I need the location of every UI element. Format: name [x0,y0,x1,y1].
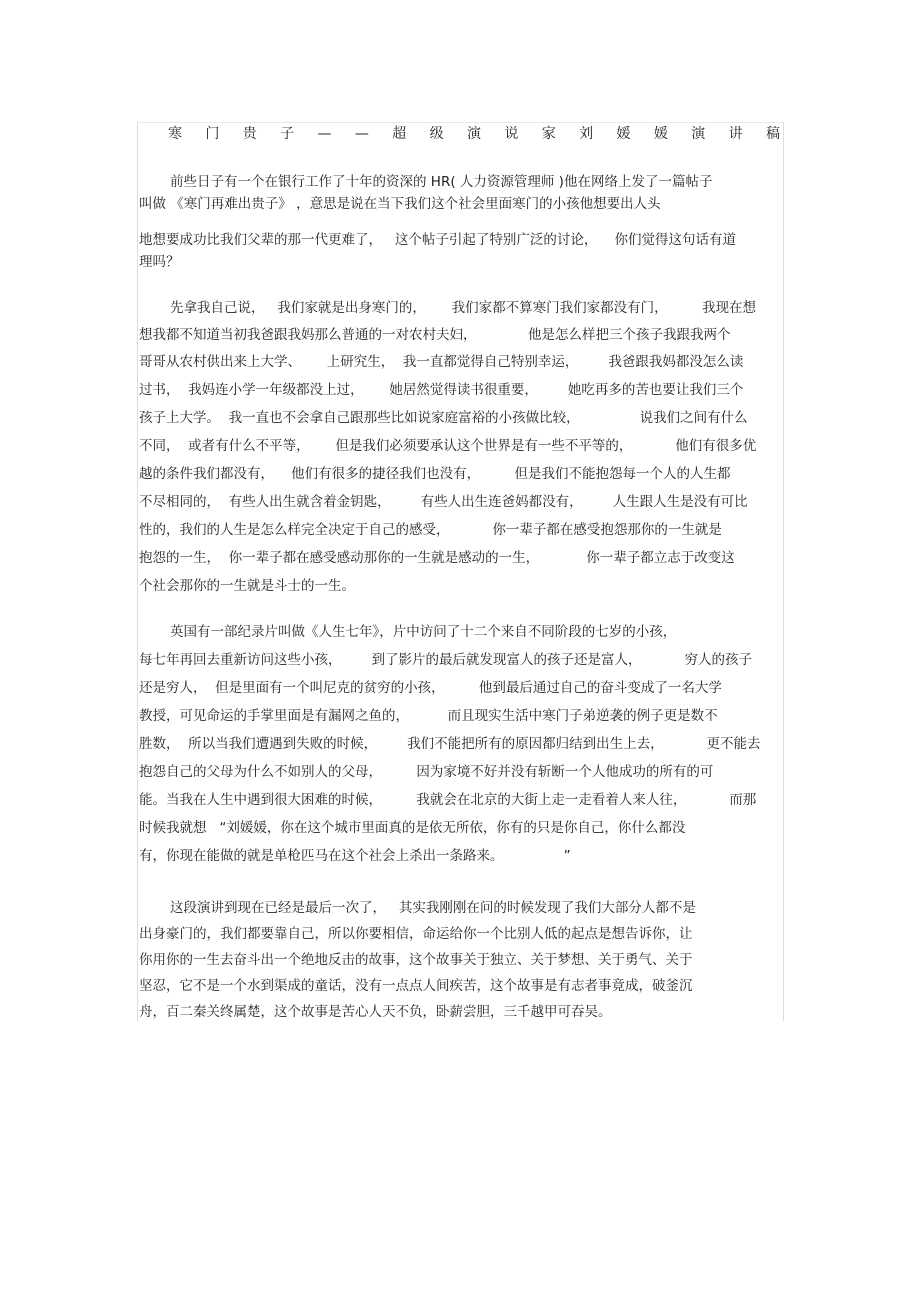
paragraph-2-line-9: 性的，我们的人生是怎么样完全决定于自己的感受， 你一辈子都在感受抱怨那你的一生就是 [139,522,722,538]
paragraph-3-line-3: 还是穷人， 但是里面有一个叫尼克的贫穷的小孩， 他到最后通过自己的奋斗变成了一名大学 [139,680,722,696]
paragraph-3-line-6: 抱怨自己的父母为什么不如别人的父母， 因为家境不好并没有斩断一个人他成功的所有的可 [139,764,714,780]
paragraph-2-line-1: 先拿我自己说， 我们家就是出身寒门的， 我们家都不算寒门我们家都没有门， 我现在想 [170,300,756,316]
paragraph-4-line-4: 坚忍，它不是一个水到渠成的童话，没有一点点人间疾苦，这个故事是有志者事竟成，破釜沉 [139,978,693,994]
title-char: 说 [504,126,519,142]
title-char: 演 [691,126,706,142]
paragraph-2-line-4: 过书， 我妈连小学一年级都没上过， 她居然觉得读书很重要， 她吃再多的苦也要让我们三个 [139,382,744,398]
title-char: 讲 [728,126,743,142]
document-title [168,124,780,144]
paragraph-2-line-2: 想我都不知道当初我爸跟我妈那么普通的一对农村夫妇， 他是怎么样把三个孩子我跟我两个 [139,327,731,343]
title-char: 媛 [616,126,631,142]
paragraph-3-line-4: 教授，可见命运的手掌里面是有漏网之鱼的， 而且现实生活中寒门子弟逆袭的例子更是数不 [139,708,718,724]
paragraph-4-line-3: 你用你的一生去奋斗出一个绝地反击的故事，这个故事关于独立、关于梦想、关于勇气、关于 [139,952,693,968]
paragraph-2-line-5: 孩子上大学。 我一直也不会拿自己跟那些比如说家庭富裕的小孩做比较， 说我们之间有什么 [139,410,748,426]
title-char: — [317,126,332,142]
paragraph-2-line-11: 个社会那你的一生就是斗士的一生。 [139,578,355,594]
paragraph-3-line-9: 有，你现在能做的就是单枪匹马在这个社会上杀出一条路来。 ” [139,848,571,864]
title-char: 演 [467,126,481,142]
paragraph-4-line-2: 出身豪门的，我们都要靠自己，所以你要相信，命运给你一个比别人低的起点是想告诉你，让 [139,926,693,942]
paragraph-2-line-6: 不同， 或者有什么不平等， 但是我们必须要承认这个世界是有一些不平等的， 他们有很多优 [139,438,757,454]
title-char: 媛 [653,126,668,142]
title-char: 家 [541,126,556,142]
page-frame [137,122,784,1021]
paragraph-4-line-1: 这段演讲到现在已经是最后一次了， 其实我刚刚在问的时候发现了我们大部分人都不是 [170,900,696,916]
paragraph-1-line-4: 理吗？ [139,254,180,270]
paragraph-3-line-7: 能。当我在人生中遇到很大困难的时候， 我就会在北京的大街上走一走看着人来人往， 而那 [139,792,757,808]
paragraph-3-line-2: 每七年再回去重新访问这些小孩， 到了影片的最后就发现富人的孩子还是富人， 穷人的孩子 [139,652,752,668]
paragraph-3-line-5: 胜数， 所以当我们遭遇到失败的时候， 我们不能把所有的原因都归结到出生上去， 更不能去 [139,736,761,752]
title-char: 子 [280,126,295,142]
paragraph-2-line-3: 哥哥从农村供出来上大学、 上研究生， 我一直都觉得自己特别幸运， 我爸跟我妈都没怎么读 [139,354,744,370]
paragraph-1-line-2: 叫做 《寒门再难出贵子》 ，意思是说在当下我们这个社会里面寒门的小孩他想要出人头 [139,196,661,212]
paragraph-3-line-8: 时候我就想 “刘媛媛，你在这个城市里面真的是依无所依，你有的只是你自己，你什么都没 [139,820,686,836]
paragraph-3-line-1: 英国有一部纪录片叫做《人生七年》，片中访问了十二个来自不同阶段的七岁的小孩， [170,624,677,640]
paragraph-1-line-3: 地想要成功比我们父辈的那一代更难了， 这个帖子引起了特别广泛的讨论， 你们觉得这句话有道 [139,232,737,248]
title-char: 贵 [242,126,257,142]
paragraph-1-line-1: 前些日子有一个在银行工作了十年的资深的 HR( 人力资源管理师 )他在网络上发了一篇帖子 [170,174,713,190]
title-char: 超 [392,126,407,142]
title-char: 稿 [766,126,780,142]
paragraph-2-line-10: 抱怨的一生， 你一辈子都在感受感动那你的一生就是感动的一生， 你一辈子都立志于改变这 [139,550,735,566]
title-char: 门 [205,126,220,142]
paragraph-4-line-5: 舟，百二秦关终属楚，这个故事是苦心人天不负，卧薪尝胆，三千越甲可吞吴。 [139,1004,612,1020]
title-char: 级 [429,126,444,142]
paragraph-2-line-7: 越的条件我们都没有， 他们有很多的捷径我们也没有， 但是我们不能抱怨每一个人的人生都 [139,466,731,482]
title-char: — [354,126,369,142]
title-char: 刘 [579,126,594,142]
paragraph-2-line-8: 不尽相同的， 有些人出生就含着金钥匙， 有些人出生连爸妈都没有， 人生跟人生是没有可比 [139,494,748,510]
title-char: 寒 [168,126,182,142]
